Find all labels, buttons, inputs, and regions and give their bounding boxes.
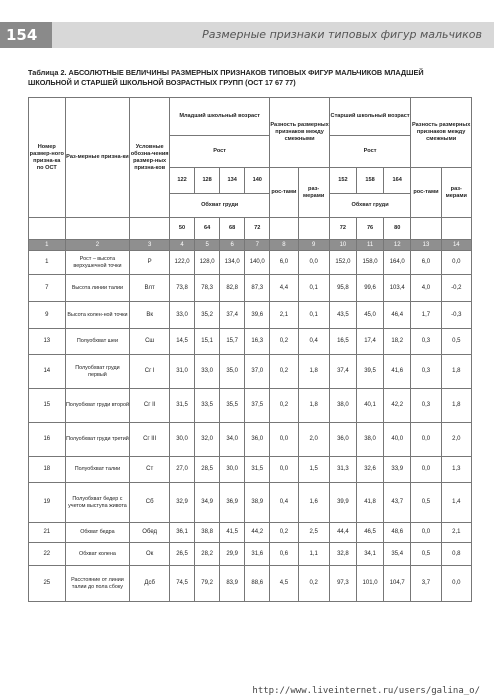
junior-value: 73,8: [170, 275, 195, 302]
row-symbol: Ок: [130, 543, 170, 566]
senior-value: 38,0: [356, 423, 383, 457]
senior-value: 99,6: [356, 275, 383, 302]
row-symbol: Сг II: [130, 389, 170, 423]
senior-value: 37,4: [329, 355, 356, 389]
junior-diff: 1,8: [298, 355, 329, 389]
column-index: 4: [170, 240, 195, 251]
junior-value: 33,0: [195, 355, 220, 389]
table-row: [29, 483, 472, 523]
senior-chest-value: 80: [384, 218, 411, 240]
junior-value: 33,5: [195, 389, 220, 423]
row-number: 7: [29, 275, 66, 302]
junior-value: 36,9: [220, 483, 245, 523]
row-symbol: Р: [130, 251, 170, 275]
senior-height-value: 164: [384, 168, 411, 194]
junior-chest-label: Обхват груди: [170, 194, 270, 218]
column-index: 3: [130, 240, 170, 251]
senior-value: 152,0: [329, 251, 356, 275]
junior-diff: 0,1: [298, 275, 329, 302]
row-number: 15: [29, 389, 66, 423]
junior-diff: 2,0: [298, 423, 329, 457]
junior-value: 87,3: [245, 275, 270, 302]
junior-value: 37,5: [245, 389, 270, 423]
row-symbol: Сг I: [130, 355, 170, 389]
junior-diff: 1,1: [298, 543, 329, 566]
row-feature: Высота колен-ной точки: [65, 302, 130, 329]
junior-value: 32,0: [195, 423, 220, 457]
senior-value: 31,3: [329, 457, 356, 483]
junior-diff: 4,5: [270, 566, 298, 602]
junior-value: 30,0: [220, 457, 245, 483]
table-row: [29, 457, 472, 483]
junior-value: 36,1: [170, 523, 195, 543]
junior-diff-header: Разность размерных признаков между смежными: [270, 98, 330, 168]
senior-diff: 0,0: [411, 523, 441, 543]
senior-value: 40,0: [384, 423, 411, 457]
row-feature: Высота линии талии: [65, 275, 130, 302]
junior-value: 79,2: [195, 566, 220, 602]
row-symbol: Сш: [130, 329, 170, 355]
row-feature: Полуобхват талии: [65, 457, 130, 483]
senior-diff: -0,2: [441, 275, 471, 302]
row-feature: Обхват колена: [65, 543, 130, 566]
table-row: [29, 543, 472, 566]
senior-value: 32,6: [356, 457, 383, 483]
senior-value: 35,4: [384, 543, 411, 566]
table-row: [29, 355, 472, 389]
senior-diff: -0,3: [441, 302, 471, 329]
senior-value: 32,8: [329, 543, 356, 566]
junior-height-value: 140: [245, 168, 270, 194]
junior-value: 31,5: [170, 389, 195, 423]
senior-value: 46,4: [384, 302, 411, 329]
senior-diff: 0,8: [441, 543, 471, 566]
junior-value: 16,3: [245, 329, 270, 355]
running-title: Размерные признаки типовых фигур мальчиков: [202, 28, 482, 41]
senior-diff: 0,5: [441, 329, 471, 355]
junior-value: 35,5: [220, 389, 245, 423]
row-feature: Рост – высота верхушечной точки: [65, 251, 130, 275]
table-body: [29, 251, 472, 602]
junior-chest-value: 64: [195, 218, 220, 240]
table-row: [29, 302, 472, 329]
table-head: [29, 98, 472, 251]
junior-chest-value: 68: [220, 218, 245, 240]
table-row: [29, 523, 472, 543]
senior-value: 34,1: [356, 543, 383, 566]
senior-value: 48,6: [384, 523, 411, 543]
senior-diff: 4,0: [411, 275, 441, 302]
junior-value: 78,3: [195, 275, 220, 302]
senior-diff: 1,4: [441, 483, 471, 523]
row-number: 14: [29, 355, 66, 389]
senior-value: 103,4: [384, 275, 411, 302]
senior-value: 33,9: [384, 457, 411, 483]
senior-diff: 6,0: [411, 251, 441, 275]
junior-value: 88,6: [245, 566, 270, 602]
junior-diff: 0,2: [270, 355, 298, 389]
row-symbol: Влт: [130, 275, 170, 302]
junior-value: 134,0: [220, 251, 245, 275]
senior-diff: 2,1: [441, 523, 471, 543]
junior-diff: 0,2: [270, 523, 298, 543]
junior-value: 26,5: [170, 543, 195, 566]
senior-diff: 1,8: [441, 355, 471, 389]
junior-value: 44,2: [245, 523, 270, 543]
junior-value: 36,0: [245, 423, 270, 457]
senior-diff: 0,3: [411, 329, 441, 355]
senior-value: 38,0: [329, 389, 356, 423]
senior-value: 43,5: [329, 302, 356, 329]
junior-diff: 0,6: [270, 543, 298, 566]
table-row: [29, 275, 472, 302]
column-index: 1: [29, 240, 66, 251]
column-index: 9: [298, 240, 329, 251]
senior-diff: 0,0: [441, 566, 471, 602]
junior-diff: 0,1: [298, 302, 329, 329]
senior-value: 95,8: [329, 275, 356, 302]
row-feature: Расстояние от линии талии до пола сбоку: [65, 566, 130, 602]
senior-value: 39,9: [329, 483, 356, 523]
senior-value: 42,2: [384, 389, 411, 423]
source-url: http://www.liveinternet.ru/users/galina_o/: [252, 686, 480, 696]
row-feature: Полуобхват шеи: [65, 329, 130, 355]
junior-chest-value: 50: [170, 218, 195, 240]
junior-value: 31,5: [245, 457, 270, 483]
senior-value: 36,0: [329, 423, 356, 457]
junior-value: 15,7: [220, 329, 245, 355]
junior-value: 28,2: [195, 543, 220, 566]
senior-value: 43,7: [384, 483, 411, 523]
junior-diff: 2,5: [298, 523, 329, 543]
senior-value: 41,6: [384, 355, 411, 389]
row-number: 22: [29, 543, 66, 566]
junior-chest-value: 72: [245, 218, 270, 240]
senior-diff: 0,0: [411, 457, 441, 483]
senior-value: 17,4: [356, 329, 383, 355]
row-number: 1: [29, 251, 66, 275]
junior-value: 14,5: [170, 329, 195, 355]
row-number: 13: [29, 329, 66, 355]
junior-value: 31,6: [245, 543, 270, 566]
senior-value: 158,0: [356, 251, 383, 275]
junior-value: 38,8: [195, 523, 220, 543]
junior-value: 34,0: [220, 423, 245, 457]
junior-diff: 0,0: [298, 251, 329, 275]
column-index: 13: [411, 240, 441, 251]
senior-chest-label: Обхват груди: [329, 194, 410, 218]
senior-value: 45,0: [356, 302, 383, 329]
page-number: 154: [0, 22, 52, 48]
senior-diff: 0,3: [411, 355, 441, 389]
senior-value: 16,5: [329, 329, 356, 355]
column-index: 6: [220, 240, 245, 251]
junior-diff: 1,6: [298, 483, 329, 523]
size-table: [28, 97, 472, 602]
senior-diff: 0,5: [411, 543, 441, 566]
junior-value: 28,5: [195, 457, 220, 483]
column-index: 11: [356, 240, 383, 251]
row-number: 16: [29, 423, 66, 457]
junior-diff: 4,4: [270, 275, 298, 302]
junior-diff: 0,0: [270, 423, 298, 457]
senior-diff: 2,0: [441, 423, 471, 457]
senior-value: 104,7: [384, 566, 411, 602]
senior-value: 97,3: [329, 566, 356, 602]
row-feature: Обхват бедра: [65, 523, 130, 543]
table-row: [29, 329, 472, 355]
row-feature: Полуобхват груди первый: [65, 355, 130, 389]
row-number: 9: [29, 302, 66, 329]
column-index: 2: [65, 240, 130, 251]
senior-value: 40,1: [356, 389, 383, 423]
junior-value: 37,0: [245, 355, 270, 389]
row-symbol: Сб: [130, 483, 170, 523]
row-number: 19: [29, 483, 66, 523]
junior-value: 33,0: [170, 302, 195, 329]
junior-by-height: рос-тами: [270, 168, 298, 218]
junior-diff: 1,5: [298, 457, 329, 483]
junior-value: 34,9: [195, 483, 220, 523]
junior-group-header: Младший школьный возраст: [170, 98, 270, 136]
junior-diff: 0,4: [270, 483, 298, 523]
senior-diff-header: Разность размерных признаков между смежными: [411, 98, 472, 168]
junior-diff: 0,0: [270, 457, 298, 483]
senior-value: 46,5: [356, 523, 383, 543]
senior-chest-value: 72: [329, 218, 356, 240]
junior-value: 39,6: [245, 302, 270, 329]
column-index: 14: [441, 240, 471, 251]
senior-value: 18,2: [384, 329, 411, 355]
row-number: 18: [29, 457, 66, 483]
junior-height-value: 122: [170, 168, 195, 194]
junior-value: 35,0: [220, 355, 245, 389]
row-number: 21: [29, 523, 66, 543]
column-index: 10: [329, 240, 356, 251]
junior-diff: 0,2: [270, 329, 298, 355]
senior-diff: 0,0: [411, 423, 441, 457]
junior-value: 30,0: [170, 423, 195, 457]
junior-value: 140,0: [245, 251, 270, 275]
junior-height-label: Рост: [170, 136, 270, 168]
senior-value: 164,0: [384, 251, 411, 275]
table-row: [29, 566, 472, 602]
table-row: [29, 389, 472, 423]
col-feature-header: Раз-мерные призна-ки: [65, 98, 130, 218]
junior-diff: 0,4: [298, 329, 329, 355]
junior-diff: 0,2: [298, 566, 329, 602]
senior-diff: 0,3: [411, 389, 441, 423]
senior-diff: 0,0: [441, 251, 471, 275]
col-symbol-header: Условные обозна-чения размер-ных призна-ков: [130, 98, 170, 218]
junior-diff: 2,1: [270, 302, 298, 329]
col-number-header: Номер размер-ного призна-ка по ОСТ: [29, 98, 66, 218]
column-index: 12: [384, 240, 411, 251]
senior-diff: 1,3: [441, 457, 471, 483]
junior-diff: 0,2: [270, 389, 298, 423]
junior-by-size: раз-мерами: [298, 168, 329, 218]
junior-value: 41,5: [220, 523, 245, 543]
junior-value: 74,5: [170, 566, 195, 602]
row-number: 25: [29, 566, 66, 602]
junior-height-value: 134: [220, 168, 245, 194]
column-index: 5: [195, 240, 220, 251]
junior-diff: 1,8: [298, 389, 329, 423]
senior-height-value: 158: [356, 168, 383, 194]
senior-group-header: Старший школьный возраст: [329, 98, 410, 136]
junior-height-value: 128: [195, 168, 220, 194]
senior-diff: 3,7: [411, 566, 441, 602]
row-symbol: Ст: [130, 457, 170, 483]
senior-value: 41,8: [356, 483, 383, 523]
junior-value: 128,0: [195, 251, 220, 275]
senior-value: 39,5: [356, 355, 383, 389]
table-caption: Таблица 2. АБСОЛЮТНЫЕ ВЕЛИЧИНЫ РАЗМЕРНЫХ ПРИЗНАКОВ ТИПОВЫХ ФИГУР МАЛЬЧИКОВ МЛАДШЕЙ ШКОЛЬНОЙ И СТАРШЕЙ ШКОЛЬНОЙ ВОЗРАСТНЫХ ГРУПП (ОСТ 17 67 77): [28, 68, 424, 87]
row-symbol: Сг III: [130, 423, 170, 457]
junior-value: 122,0: [170, 251, 195, 275]
column-index: 7: [245, 240, 270, 251]
senior-by-size: раз-мерами: [441, 168, 471, 218]
senior-height-label: Рост: [329, 136, 410, 168]
senior-chest-value: 76: [356, 218, 383, 240]
junior-value: 83,9: [220, 566, 245, 602]
junior-value: 27,0: [170, 457, 195, 483]
page-header: [0, 22, 494, 48]
row-feature: Полуобхват груди третий: [65, 423, 130, 457]
row-symbol: Дсб: [130, 566, 170, 602]
junior-value: 35,2: [195, 302, 220, 329]
junior-value: 31,0: [170, 355, 195, 389]
junior-value: 29,9: [220, 543, 245, 566]
column-index: 8: [270, 240, 298, 251]
senior-value: 44,4: [329, 523, 356, 543]
junior-diff: 6,0: [270, 251, 298, 275]
senior-diff: 1,8: [441, 389, 471, 423]
junior-value: 82,8: [220, 275, 245, 302]
senior-diff: 1,7: [411, 302, 441, 329]
column-index-row: [29, 240, 472, 251]
table-row: [29, 423, 472, 457]
row-symbol: Вк: [130, 302, 170, 329]
junior-value: 32,9: [170, 483, 195, 523]
row-symbol: Обед: [130, 523, 170, 543]
junior-value: 38,9: [245, 483, 270, 523]
senior-height-value: 152: [329, 168, 356, 194]
senior-value: 101,0: [356, 566, 383, 602]
senior-diff: 0,5: [411, 483, 441, 523]
junior-value: 15,1: [195, 329, 220, 355]
row-feature: Полуобхват бедер с учетом выступа живота: [65, 483, 130, 523]
senior-by-height: рос-тами: [411, 168, 441, 218]
row-feature: Полуобхват груди второй: [65, 389, 130, 423]
junior-value: 37,4: [220, 302, 245, 329]
table-row: [29, 251, 472, 275]
